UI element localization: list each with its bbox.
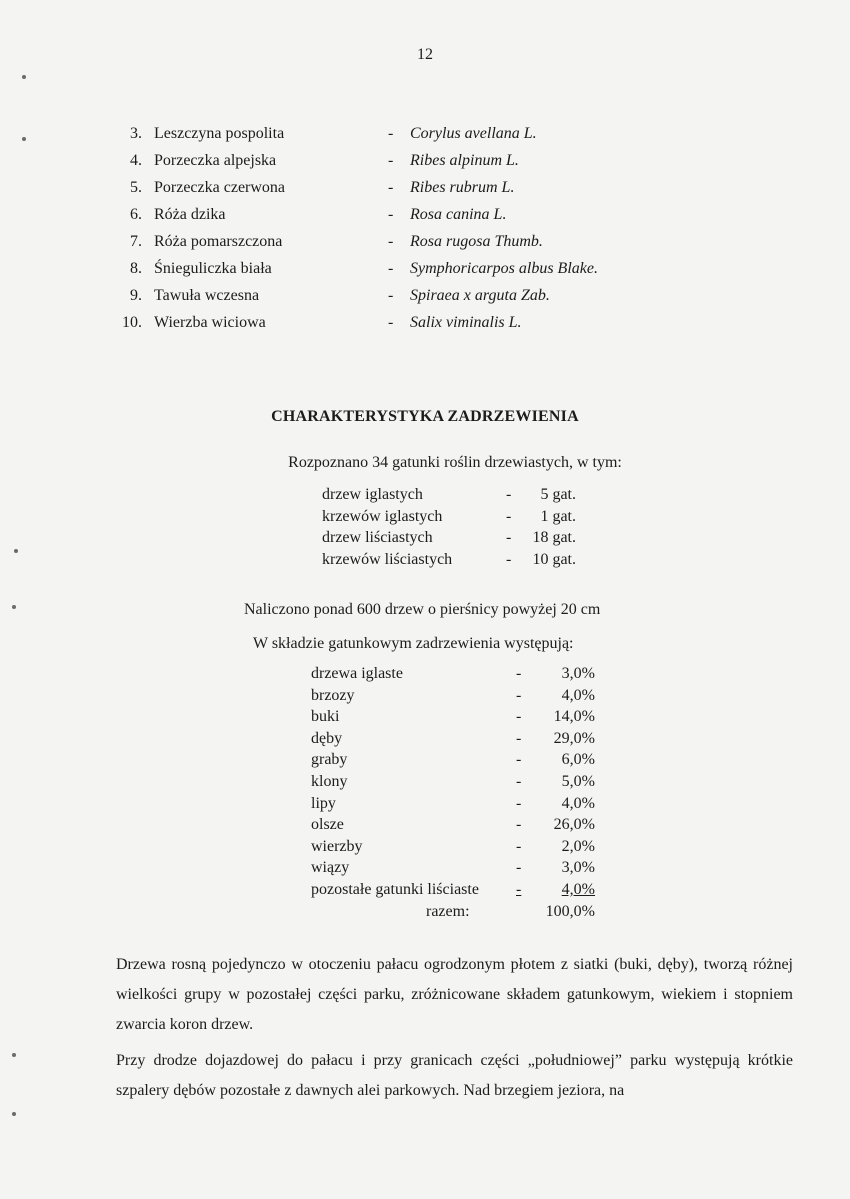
composition-dash: -: [516, 794, 522, 812]
composition-value: 4,0%: [561, 880, 595, 898]
composition-row: [311, 771, 601, 793]
species-number: 4.: [130, 152, 142, 169]
count-label: drzew liściastych: [322, 529, 433, 546]
total-label: razem:: [426, 902, 470, 920]
composition-value: 29,0%: [553, 729, 595, 747]
count-dash: -: [506, 486, 512, 503]
count-dash: -: [506, 507, 512, 525]
species-dash: -: [388, 125, 394, 142]
species-dash: -: [388, 206, 394, 223]
composition-dash: -: [516, 880, 522, 898]
composition-row: [311, 749, 601, 771]
count-label: krzewów iglastych: [322, 507, 443, 525]
species-row: [110, 255, 750, 282]
species-polish-name: Róża pomarszczona: [154, 233, 283, 250]
species-polish-name: Tawuła wczesna: [154, 287, 260, 304]
species-dash: -: [388, 233, 394, 250]
composition-row: [311, 685, 601, 707]
species-row: [110, 120, 750, 147]
species-latin-name: Spiraea x arguta Zab.: [410, 287, 550, 304]
count-dash: -: [506, 529, 512, 546]
composition-label: lipy: [311, 794, 336, 812]
species-counts: [322, 484, 602, 570]
species-list: [110, 120, 750, 336]
composition-value: 14,0%: [553, 708, 595, 726]
composition-row: [311, 706, 601, 728]
species-polish-name: Porzeczka czerwona: [154, 179, 286, 196]
composition-value: 4,0%: [561, 686, 595, 704]
composition-total-row: [311, 901, 601, 923]
count-label: krzewów liściastych: [322, 550, 453, 568]
species-dash: -: [388, 287, 394, 304]
species-polish-name: Porzeczka alpejska: [154, 152, 277, 169]
species-number: 7.: [130, 233, 142, 250]
scan-artifact-dot: [12, 605, 16, 609]
species-latin-name: Ribes alpinum L.: [410, 152, 519, 169]
composition-row: [311, 814, 601, 836]
species-dash: -: [388, 152, 394, 169]
count-label: drzew iglastych: [322, 486, 423, 503]
count-row: [322, 549, 602, 571]
count-value: 18 gat.: [532, 529, 576, 546]
count-dash: -: [506, 550, 512, 568]
composition-row: [311, 857, 601, 879]
composition-value: 5,0%: [561, 772, 595, 790]
count-value: 10 gat.: [532, 550, 576, 568]
composition-label: wierzby: [311, 837, 363, 855]
count-value: 1 gat.: [540, 507, 576, 525]
species-number: 8.: [130, 260, 142, 277]
species-latin-name: Symphoricarpos albus Blake.: [410, 260, 598, 277]
composition-label: klony: [311, 772, 348, 790]
species-latin-name: Ribes rubrum L.: [410, 179, 515, 196]
composition-value: 3,0%: [561, 665, 595, 682]
paragraph: Drzewa rosną pojedynczo w otoczeniu pałacu ogrodzonym płotem z siatki (buki, dęby), tworzą różnej wielkości grupy w pozostałej części parku, zróżnicowane składem gatunkowym, wiekiem i stopniem zwarcia koron drzew.: [116, 956, 793, 1033]
trees-count-line: Naliczono ponad 600 drzew o pierśnicy powyżej 20 cm: [244, 601, 601, 618]
species-row: [110, 174, 750, 201]
composition-dash: -: [516, 708, 522, 726]
intro-line: Rozpoznano 34 gatunki roślin drzewiastych, w tym:: [288, 454, 622, 471]
species-polish-name: Wierzba wiciowa: [154, 314, 266, 331]
composition-label: dęby: [311, 729, 343, 747]
count-value: 5 gat.: [540, 486, 576, 503]
composition-row: [311, 728, 601, 750]
composition-dash: -: [516, 837, 522, 855]
composition-value: 6,0%: [561, 751, 595, 769]
species-number: 5.: [130, 179, 142, 196]
page-number: 12: [417, 46, 433, 63]
species-dash: -: [388, 179, 394, 196]
composition-label: graby: [311, 751, 348, 769]
species-latin-name: Rosa rugosa Thumb.: [410, 233, 543, 250]
composition-value: 3,0%: [561, 859, 595, 877]
species-latin-name: Salix viminalis L.: [410, 314, 522, 331]
scan-artifact-dot: [14, 549, 18, 553]
species-latin-name: Corylus avellana L.: [410, 125, 537, 142]
composition-line: W składzie gatunkowym zadrzewienia występują:: [253, 635, 574, 652]
composition-dash: -: [516, 816, 522, 834]
composition-row: [311, 793, 601, 815]
scan-artifact-dot: [22, 75, 26, 79]
composition-dash: -: [516, 772, 522, 790]
species-dash: -: [388, 314, 394, 331]
scan-artifact-dot: [12, 1053, 16, 1057]
composition-label: buki: [311, 708, 340, 726]
scan-artifact-dot: [22, 137, 26, 141]
composition-label: olsze: [311, 816, 344, 834]
scan-artifact-dot: [12, 1112, 16, 1116]
species-latin-name: Rosa canina L.: [410, 206, 507, 223]
species-dash: -: [388, 260, 394, 277]
composition-row: [311, 663, 601, 685]
species-polish-name: Śnieguliczka biała: [154, 260, 272, 277]
paragraph: Przy drodze dojazdowej do pałacu i przy granicach części „południowej” parku występują krótkie szpalery dębów pozostałe z dawnych alei parkowych. Nad brzegiem jeziora, na: [116, 1052, 793, 1099]
section-title: CHARAKTERYSTYKA ZADRZEWIENIA: [271, 408, 579, 425]
species-polish-name: Leszczyna pospolita: [154, 125, 285, 142]
composition-label: drzewa iglaste: [311, 665, 403, 682]
composition-label: brzozy: [311, 686, 355, 704]
count-row: [322, 527, 602, 549]
species-row: [110, 309, 750, 336]
species-row: [110, 282, 750, 309]
species-row: [110, 201, 750, 228]
composition-value: 2,0%: [561, 837, 595, 855]
species-number: 6.: [130, 206, 142, 223]
composition-dash: -: [516, 751, 522, 769]
composition-value: 26,0%: [553, 816, 595, 834]
species-number: 10.: [122, 314, 142, 331]
composition-label: pozostałe gatunki liściaste: [311, 880, 479, 898]
composition-dash: -: [516, 686, 522, 704]
composition-value: 4,0%: [561, 794, 595, 812]
count-row: [322, 506, 602, 528]
count-row: [322, 484, 602, 506]
composition-label: wiązy: [311, 859, 350, 877]
species-row: [110, 228, 750, 255]
composition-row: [311, 836, 601, 858]
total-value: 100,0%: [545, 902, 595, 920]
composition-table: [311, 663, 601, 922]
composition-dash: -: [516, 859, 522, 877]
composition-row: [311, 879, 601, 901]
composition-dash: -: [516, 665, 522, 682]
species-number: 3.: [130, 125, 142, 142]
composition-dash: -: [516, 729, 522, 747]
species-polish-name: Róża dzika: [154, 206, 226, 223]
species-row: [110, 147, 750, 174]
species-number: 9.: [130, 287, 142, 304]
